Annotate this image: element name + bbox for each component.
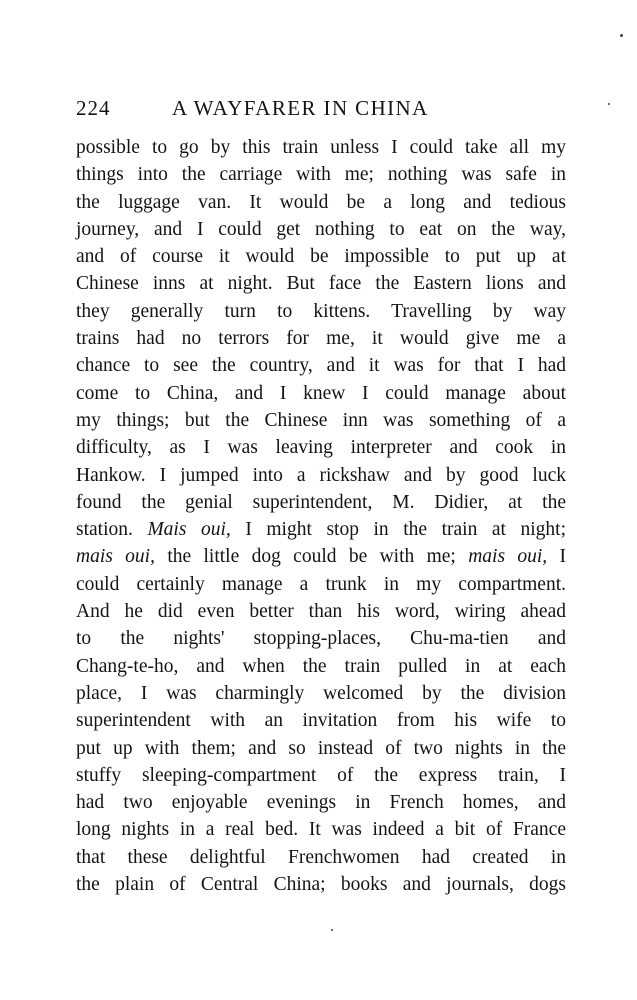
text-line	[76, 352, 566, 379]
text-segment: found the genial superintendent, M. Didier, at the	[76, 491, 566, 513]
text-line	[76, 134, 566, 161]
text-line	[76, 161, 566, 188]
text-segment: and of course it would be impossible to put up at	[76, 246, 566, 268]
text-line	[76, 707, 566, 734]
text-line	[76, 653, 566, 680]
text-line	[76, 571, 566, 598]
text-segment: trains had no terrors for me, it would give me a	[76, 328, 566, 350]
text-segment: that these delightful Frenchwomen had created in	[76, 846, 566, 868]
page-header	[76, 96, 566, 126]
text-segment: put up with them; and so instead of two nights in the	[76, 737, 566, 759]
text-line	[76, 516, 566, 543]
text-segment: they generally turn to kittens. Travelling by way	[76, 300, 566, 322]
text-line	[76, 270, 566, 297]
text-segment: journey, and I could get nothing to eat on the way,	[76, 218, 566, 240]
text-segment: difficulty, as I was leaving interpreter and cook in	[76, 437, 566, 459]
text-segment: I might stop in the train at night;	[230, 519, 567, 541]
text-line	[76, 489, 566, 516]
text-segment: come to China, and I knew I could manage about	[76, 382, 566, 404]
text-line	[76, 380, 566, 407]
scan-speck	[620, 34, 623, 37]
text-segment: Hankow. I jumped into a rickshaw and by good luck	[76, 464, 566, 486]
page-number: 224	[76, 96, 111, 120]
text-line	[76, 298, 566, 325]
text-segment: the luggage van. It would be a long and tedious	[76, 191, 566, 213]
text-line	[76, 325, 566, 352]
text-segment: chance to see the country, and it was for that I had	[76, 355, 566, 377]
text-line	[76, 407, 566, 434]
text-segment: Chinese inns at night. But face the Eastern lions and	[76, 273, 566, 295]
text-segment: the little dog could be with me;	[154, 546, 469, 568]
text-segment: I	[547, 546, 567, 568]
text-line	[76, 216, 566, 243]
scan-speck	[331, 929, 333, 931]
text-line	[76, 189, 566, 216]
text-line	[76, 762, 566, 789]
text-line	[76, 680, 566, 707]
text-line	[76, 735, 566, 762]
text-segment: could certainly manage a trunk in my compartment.	[76, 573, 566, 595]
text-segment: Chang-te-ho, and when the train pulled in at each	[76, 655, 566, 677]
text-line	[76, 598, 566, 625]
text-segment: superintendent with an invitation from his wife to	[76, 710, 566, 732]
text-segment: long nights in a real bed. It was indeed a bit of France	[76, 819, 566, 841]
text-segment: my things; but the Chinese inn was something of a	[76, 409, 566, 431]
text-line	[76, 434, 566, 461]
text-segment: things into the carriage with me; nothing was safe in	[76, 164, 566, 186]
text-line	[76, 789, 566, 816]
text-line	[76, 543, 566, 570]
text-line	[76, 816, 566, 843]
text-line	[76, 462, 566, 489]
text-segment: station.	[76, 519, 148, 541]
text-segment: had two enjoyable evenings in French homes, and	[76, 792, 566, 814]
text-segment: to the nights' stopping-places, Chu-ma-tien and	[76, 628, 566, 650]
running-title: A WAYFARER IN CHINA	[172, 96, 429, 120]
text-segment: possible to go by this train unless I could take all my	[76, 137, 566, 158]
scan-speck	[608, 103, 610, 105]
italic-phrase: mais oui,	[468, 546, 548, 568]
text-line	[76, 625, 566, 652]
text-segment: And he did even better than his word, wiring ahead	[76, 601, 566, 623]
text-segment: the plain of Central China; books and journals, dogs	[76, 874, 566, 896]
body-text	[76, 134, 566, 898]
text-segment: stuffy sleeping-compartment of the express train, I	[76, 764, 566, 786]
text-segment: place, I was charmingly welcomed by the division	[76, 682, 566, 704]
italic-phrase: Mais oui,	[147, 519, 231, 541]
text-line	[76, 844, 566, 871]
text-line	[76, 871, 566, 898]
text-line	[76, 243, 566, 270]
italic-phrase: mais oui,	[76, 546, 155, 568]
